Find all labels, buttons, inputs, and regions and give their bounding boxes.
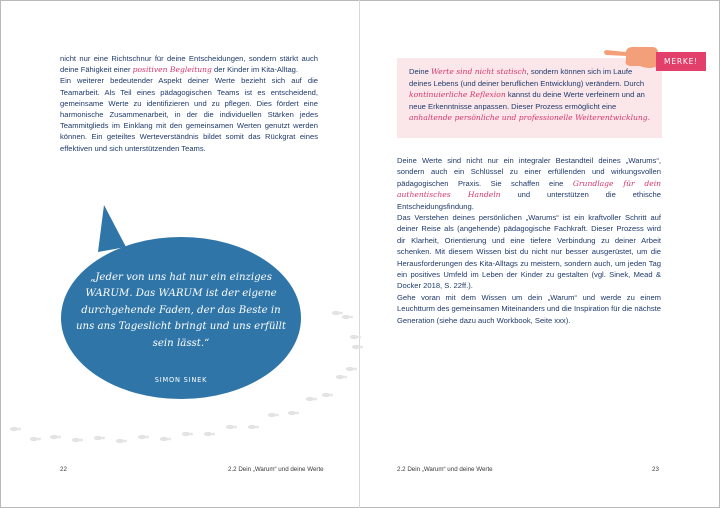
text-run: Deine [409, 67, 431, 76]
text-run: Das Verstehen deines persönlichen „Warums“ ist ein kraftvoller Schritt auf deiner Reise als (angehende) pädagogische Fachkraft. Dieser Prozess wird dir Klarheit, Orientierung und eine tiefere Verbindung zu deiner Arbeit schenken. Mit diesem Wissen bist du nicht nur besser ausgerüstet, um die Herausforderungen des Kita-Alltags zu meistern, sondern auch, um jeden Tag ein positives Umfeld im Leben der Kinder zu gestalten (vgl. Sinek, Mead & Docker 2018, S. 22ff.). [397, 213, 661, 291]
text-run: Gehe voran mit dem Wissen um dein „Warum“ und werde zu einem Leuchtturm des gemeinsamen Miteinanders und die Inspiration für die nächste Generation (siehe dazu auch Workbook, Seite xxx). [397, 292, 661, 325]
text-run: der Kinder im Kita-Alltag. [211, 65, 299, 75]
page-number-left: 22 [60, 466, 67, 473]
merke-label: MERKE! [656, 52, 706, 71]
text-run: nicht nur eine Richtschnur für deine Entscheidungen, sondern stärkt auch deine Fähigkeit einer [60, 54, 318, 75]
highlighted-phrase: positiven Begleitung [132, 65, 212, 75]
quote-text: „Jeder von uns hat nur ein einziges WARUM. Das WARUM ist der eigene durchgehende Faden, der das Beste in uns ans Tageslicht bringt und uns erfüllt sein lässt.“ [75, 272, 287, 349]
text-run: und unterstützen die ethische Entscheidungsfindung. [397, 190, 661, 211]
running-title-right: 2.2 Dein „Warum“ und deine Werte [397, 466, 493, 473]
highlighted-phrase: kontinuierliche Reflexion [409, 90, 506, 100]
quote-author: SIMON SINEK [154, 376, 208, 384]
paragraph [397, 292, 661, 326]
highlighted-phrase: Grundlage für dein authentisches Handeln [397, 178, 662, 200]
text-run: , sondern können sich im Laufe deines Lebens (und deiner beruflichen Entwicklung) verändern. Durch [409, 67, 645, 88]
text-run: Ein weiterer bedeutender Aspekt deiner Werte bezieht sich auf die Teamarbeit. Als Teil eines pädagogischen Teams ist es entscheidend, gemeinsame Werte zu identifizieren und zu pflegen. Dies fördert eine harmonische Zusammenarbeit, in der die individuellen Stärken jedes Teammitglieds im Einklang mit den gemeinsamen Werten genutzt werden können. Ein geteiltes Werteverständnis bildet somit das Rückgrat eines effektiven und sich unterstützenden Teams. [60, 76, 318, 153]
highlighted-phrase: anhaltende persönliche und professionelle Weiterentwicklung. [409, 113, 651, 123]
paragraph [397, 212, 661, 292]
paragraph [397, 155, 661, 212]
right-body-text [397, 155, 661, 326]
text-run: kannst du deine Werte verfeinern und an neue Erkenntnisse anpassen. Dieser Prozess ermöglicht eine [409, 90, 645, 111]
text-run: Deine Werte sind nicht nur ein integraler Bestandteil deines „Warums“, sondern auch ein Schlüssel zu einer erfüllenden und wirkungsvollen pädagogischen Praxis. Sie schaffen eine [397, 156, 661, 188]
page-number-right: 23 [652, 466, 659, 473]
running-title-left: 2.2 Dein „Warum“ und deine Werte [228, 466, 324, 473]
highlighted-phrase: Werte sind nicht statisch [430, 67, 527, 76]
